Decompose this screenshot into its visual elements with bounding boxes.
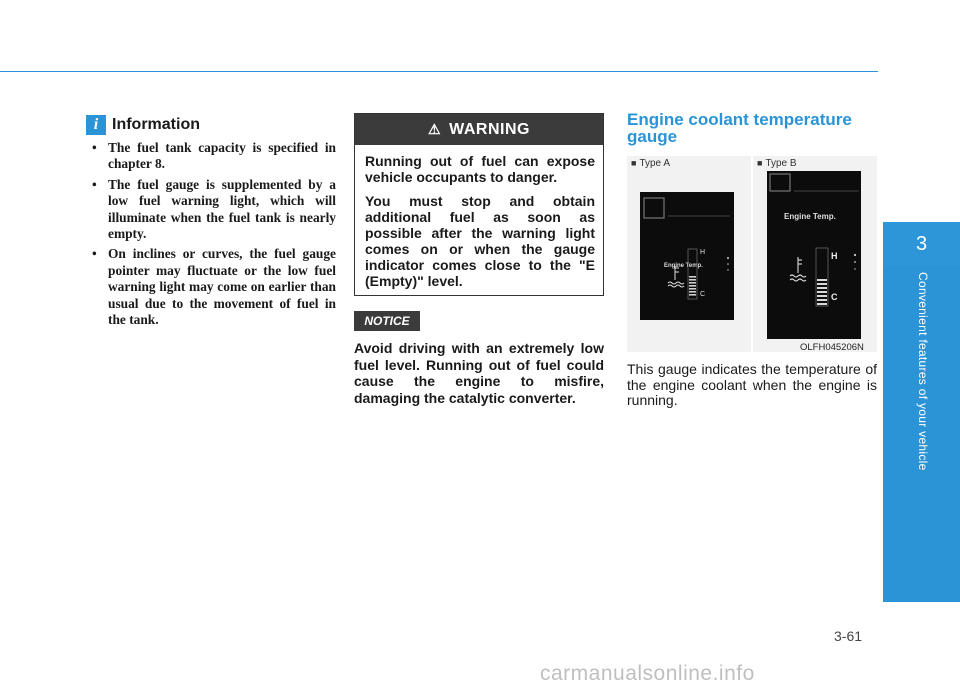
notice-badge: NOTICE: [354, 311, 420, 331]
type-b-label: ■ Type B: [757, 158, 797, 169]
warning-paragraph: Running out of fuel can expose vehicle occupants to danger.: [365, 153, 595, 185]
information-heading: [86, 115, 200, 135]
notice-text: Avoid driving with an extremely low fuel level. Running out of fuel could cause the engine to misfire, damaging the catalytic converter.: [354, 340, 604, 406]
watermark: carmanualsonline.info: [540, 662, 755, 685]
figure-type-b: [753, 156, 877, 352]
information-title: Information: [112, 116, 200, 133]
coolant-temp-icon-b: [790, 257, 806, 281]
top-rule: [0, 71, 878, 72]
warning-body: [355, 145, 603, 289]
warning-label: WARNING: [449, 120, 530, 138]
info-icon: i: [86, 115, 106, 135]
section-body: This gauge indicates the temperature of the engine coolant when the engine is running.: [627, 361, 877, 408]
coolant-gauge-b: [767, 171, 861, 339]
page-number: 3-61: [834, 628, 863, 644]
gauge-screen-b: [767, 171, 861, 339]
information-item: • On inclines or curves, the fuel gauge pointer may fluctuate or the low fuel warning light may come on earlier than usual due to the movement of fuel in the tank.: [86, 246, 336, 328]
chapter-number: 3: [883, 222, 960, 266]
information-item: • The fuel gauge is supplemented by a low fuel warning light, which will illuminate when the fuel tank is nearly empty.: [86, 177, 336, 243]
svg-text:H: H: [700, 249, 706, 256]
section-title: Engine coolant temperature gauge: [627, 110, 852, 146]
coolant-gauge-a: [640, 192, 734, 320]
figure-code: OLFH045206N: [800, 342, 864, 353]
chapter-title: Convenient features of your vehicle: [916, 272, 930, 471]
svg-text:H: H: [831, 251, 838, 261]
warning-triangle-icon: ⚠: [428, 121, 442, 137]
figure-type-a: [627, 156, 751, 352]
svg-text:C: C: [700, 291, 706, 298]
warning-header: [355, 114, 603, 145]
svg-text:C: C: [831, 292, 838, 302]
screen-label-a: Engine Temp.: [664, 263, 703, 269]
information-list: [86, 140, 336, 332]
information-item: • The fuel tank capacity is specified in chapter 8.: [86, 140, 336, 173]
screen-label-b: Engine Temp.: [784, 212, 836, 221]
coolant-temp-icon-a: [668, 266, 684, 287]
type-a-label: ■ Type A: [631, 158, 671, 169]
warning-paragraph: You must stop and obtain additional fuel as soon as possible after the warning light comes on or when the gauge indicator comes close to the "E (Empty)" level.: [365, 193, 595, 289]
gauge-screen-a: [640, 192, 734, 320]
warning-box: [354, 113, 604, 296]
